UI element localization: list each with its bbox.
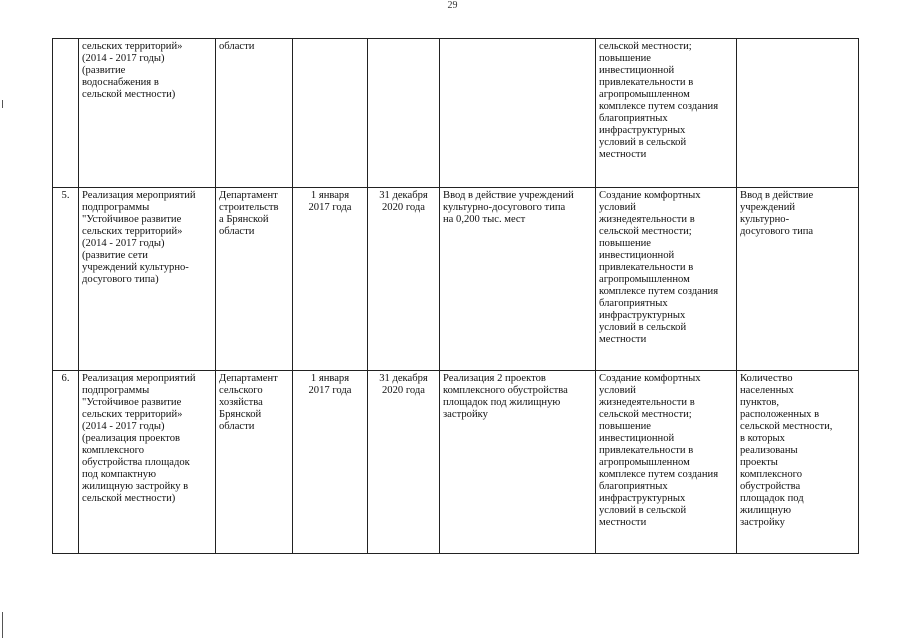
row-number-cell: 5. [53,188,79,371]
table-row [53,188,859,371]
scan-artifact-line [2,612,3,638]
result-cell: Количество населенных пунктов, расположенных в сельской местности, в которых реализованы проекты комплексного обустройства площадок под жилищную застройку [737,371,859,554]
activity-cell: Реализация мероприятий подпрограммы "Устойчивое развитие сельских территорий» (2014 - 2017 годы) (развитие сети учреждений культурно- досугового типа) [79,188,216,371]
activity-cell: Реализация мероприятий подпрограммы "Устойчивое развитие сельских территорий» (2014 - 2017 годы) (реализация проектов комплексного обустройства площадок под компактную жилищную застройку в сельской местности) [79,371,216,554]
indicator-cell: Ввод в действие учреждений культурно-досугового типа на 0,200 тыс. мест [440,188,596,371]
page-number: 29 [447,0,458,11]
executor-cell: Департамент строительств а Брянской области [216,188,293,371]
indicator-cell [440,39,596,188]
table-row [53,371,859,554]
row-number-cell: 6. [53,371,79,554]
start-date-cell: 1 января 2017 года [293,371,368,554]
result-cell: Ввод в действие учреждений культурно- досугового типа [737,188,859,371]
executor-cell: области [216,39,293,188]
indicator-cell: Реализация 2 проектов комплексного обустройства площадок под жилищную застройку [440,371,596,554]
scan-artifact-line [2,100,3,108]
result-cell [737,39,859,188]
goal-cell: Создание комфортных условий жизнедеятельности в сельской местности; повышение инвестиционной привлекательности в агропромышленном комплексе путем создания благоприятных инфраструктурных условий в сельской местности [596,371,737,554]
table-row [53,39,859,188]
start-date-cell: 1 января 2017 года [293,188,368,371]
row-number-cell [53,39,79,188]
end-date-cell: 31 декабря 2020 года [368,371,440,554]
end-date-cell [368,39,440,188]
start-date-cell [293,39,368,188]
goal-cell: Создание комфортных условий жизнедеятельности в сельской местности; повышение инвестиционной привлекательности в агропромышленном комплексе путем создания благоприятных инфраструктурных условий в сельской местности [596,188,737,371]
activities-table [52,38,859,554]
activity-cell: сельских территорий» (2014 - 2017 годы) (развитие водоснабжения в сельской местности) [79,39,216,188]
executor-cell: Департамент сельского хозяйства Брянской области [216,371,293,554]
goal-cell: сельской местности; повышение инвестиционной привлекательности в агропромышленном комплексе путем создания благоприятных инфраструктурных условий в сельской местности [596,39,737,188]
end-date-cell: 31 декабря 2020 года [368,188,440,371]
